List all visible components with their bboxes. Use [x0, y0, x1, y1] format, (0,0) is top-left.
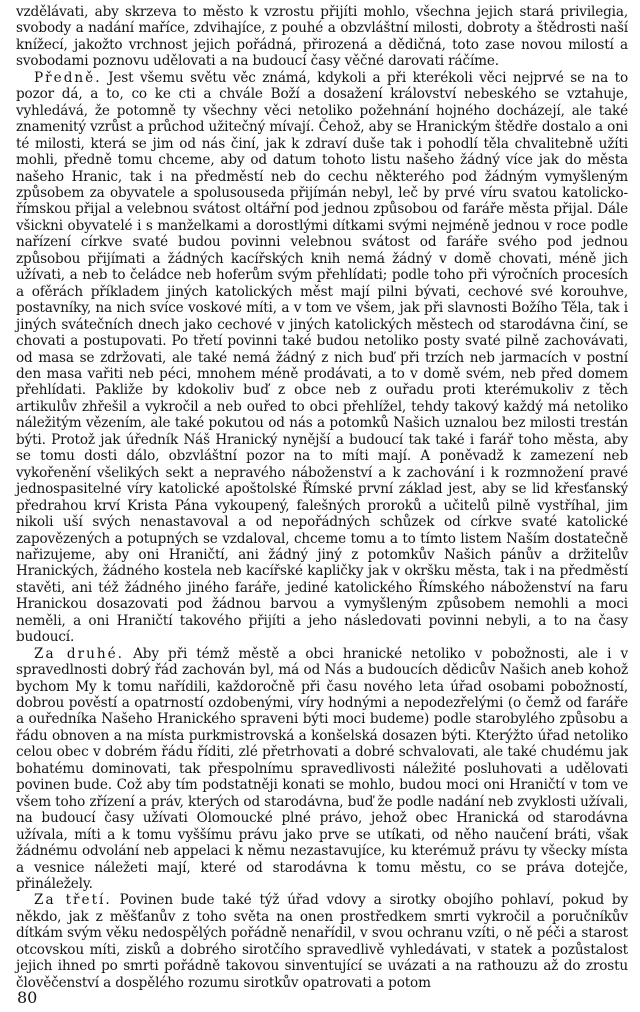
paragraph-text: Povinen bude také týž úřad vdovy a sirotky obojího pohlaví, pokud by někdo, jak z měšťanův z toho světa na onen prostředkem smrti vykročil a poručníkův dítkám svým věku nedospělých pořádně nenařídil, v svou ochranu vzíti, o ně péči a starost otcovskou míti, zisků a dobrého sirotčího spravedlivě vyhledávati, v statek a pozůstalost jejich ihned po smrti pořádně takovou sinventující se uvázati a na rathouzu až do zrostu člověčenství a dospělého rozumu sirotkův opatrovati a potom: [16, 892, 629, 991]
paragraph-text: Jest všemu světu věc známá, kdykoli a při kterékoli věci nejprvé se na to pozor dá, a to, co ke cti a chvále Boží a dosažení království nebeského se vztahuje, vyhledává, že potomně ty všechny věci netoliko požehnání hojného docházejí, ale také znamenitý vzrůst a průchod užitečný mívají. Čehož, aby se Hranickým štědře dostalo a oni té milosti, která se jim od nás činí, jak k zdraví duše tak i pohodlí těla chvalitebně užíti mohli, předně tomu chceme, aby od datum tohoto listu našeho žádný více jak do města našeho Hranic, tak i na předměstí neb do cechu některého pod žádným vymyšleným způsobem za obyvatele a spolusouseda přijímán nebyl, leč by prvé víru svatou katolicko-římskou přijal a velebnou svátost oltářní pod jednou způsobou od faráře města přijal. Dále všickni obyvatelé i s manželkami a dorostlými dítkami svými nejméně jednou v roce podle nařízení církve svaté budou povinni velebnou svátost od faráře svého pod jednou způsobou přijímati a žádných kacířských knih nemá žádný v domě chovati, méně jich užívati, a neb to čeládce neb hoferům svým přehlídati; podle toho při výročních procesích a ofěrách příkladem jiných katolických měst mají pilni bývati, cechové své korouhve, postavníky, na nich svíce voskové míti, a v tom ve všem, jak při slavnosti Božího Těla, tak i jiných svátečních dnech jako cechové v jiných katolických městech od starodávna činí, se chovati a postupovati. Po třetí povinni také budou netoliko posty svaté pilně zachovávati, od masa se zdržovati, ale také nemá žádný z nich buď při trzích neb jarmacích v postní den masa vařiti neb péci, mnohem méně prodávati, a to v domě svém, neb před domem přehlídati. Pakliže by kdokoliv buď z obce neb z ouřadu proti kterémukoliv z těch artikulův zhřešil a vykročil a neb ouřed to obci přehlížel, tehdy takový každý má netoliko náležitým vězením, ale také pokutou od nás a potomků Našich uznalou bez milosti trestán býti. Protož jak úředník Náš Hranický nynější a budoucí tak také i farář toho města, aby se tomu dosti dálo, obzvláštní pozor na to míti mají. A poněvadž k zamezení neb vykořenění všelikých sekt a nepravého náboženství a k zachování i k rozmnožení pravé jednospasitelné víry katolické apoštolské Římské první základ jest, aby se lid křesťanský předrahou krví Krista Pána vykoupený, falešných proroků a učitelů pilně vystříhal, jim nikoli uší svých nenastavoval a od nepořádných schůzek od církve svaté katolické zapovězených a potupných se vzdaloval, chceme tomu a to tímto listem Naším dostatečně nařizujeme, aby oni Hraničtí, ani žádný jiný z potomkův Našich pánův a držitelův Hranických, žádného kostela neb kacířské kapličky jak v okršku města, tak i na předměstí stavěti, ani též žádného jiného faráře, jediné katolického Římského náboženství na faru Hranickou dosazovati pod žádnou barvou a vymyšleným způsobem nemohli a moci neměli, a oni Hraničtí takového přijíti a jeho následovati povinni nebyli, a to na časy budoucí.: [16, 69, 628, 646]
paragraph-intro: [16, 4, 628, 70]
section-lead: Předně.: [34, 69, 102, 86]
section-lead: Za druhé.: [34, 645, 124, 662]
paragraph-za-treti: [16, 892, 628, 991]
paragraph-text: vzdělávati, aby skrzeva to město k vzrostu přijíti mohlo, všechna jejich stará privilegia, svobody a nadání maříce, zdvihajíce, z pouhé a obzvláštní milosti, dobroty a štědrosti naší knížecí, jakožto vrchnost jejich pořádná, přirozená a dědičná, toto zase novou milostí a svobodami poznovu udělovati a na budoucí časy věčné darovati ráčíme.: [16, 4, 628, 70]
paragraph-za-druhe: [16, 646, 628, 893]
paragraph-text: Aby při témž městě a obci hranické netoliko v pobožnosti, ale i v spravedlnosti dobrý řád zachován byl, má od Nás a budoucích dědicův Našich aneb kohož bychom My k tomu nařídili, každoročně při času nového leta úřad osobami pobožností, dobrou pověstí a opatrností ozdobenými, víry hodnými a nepodezřelými (o čemž od faráře a ouředníka Našeho Hranického spraveni býti moci budeme) podle starobylého způsobu a řádu obnoven a na místa purkmistrovská a konšelská dosazen býti. Kterýžto úřad netoliko celou obec v dobrém řádu říditi, zlé přetrhovati a dobré schvalovati, ale také chudému jak bohatému dominovati, tak přespolnímu spravedlivosti náležité posluhovati a udělovati povinen bude. Což aby tím podstatněji konati se mohlo, budou moci oni Hraničtí v tom ve všem toho zřízení a práv, kterých od starodávna, buď že podle nadání neb zvyklosti užívali, na budoucí časy užívati Olomoucké plné právo, jehož obec Hranická od starodávna užívala, míti a k tomu vyššímu právu jako prve se utíkati, od něho naučení bráti, však žádnému odvolání neb appelaci k němu nezastavujíce, ku kterémuž právu ty všecky místa a vesnice náležeti mají, které od starodávna k tomu městu, co se práva dotejče, přináležely.: [16, 645, 628, 893]
page-number: 80: [17, 988, 38, 1007]
paragraph-prvne: [16, 70, 628, 646]
section-lead: Za třetí.: [34, 892, 112, 909]
